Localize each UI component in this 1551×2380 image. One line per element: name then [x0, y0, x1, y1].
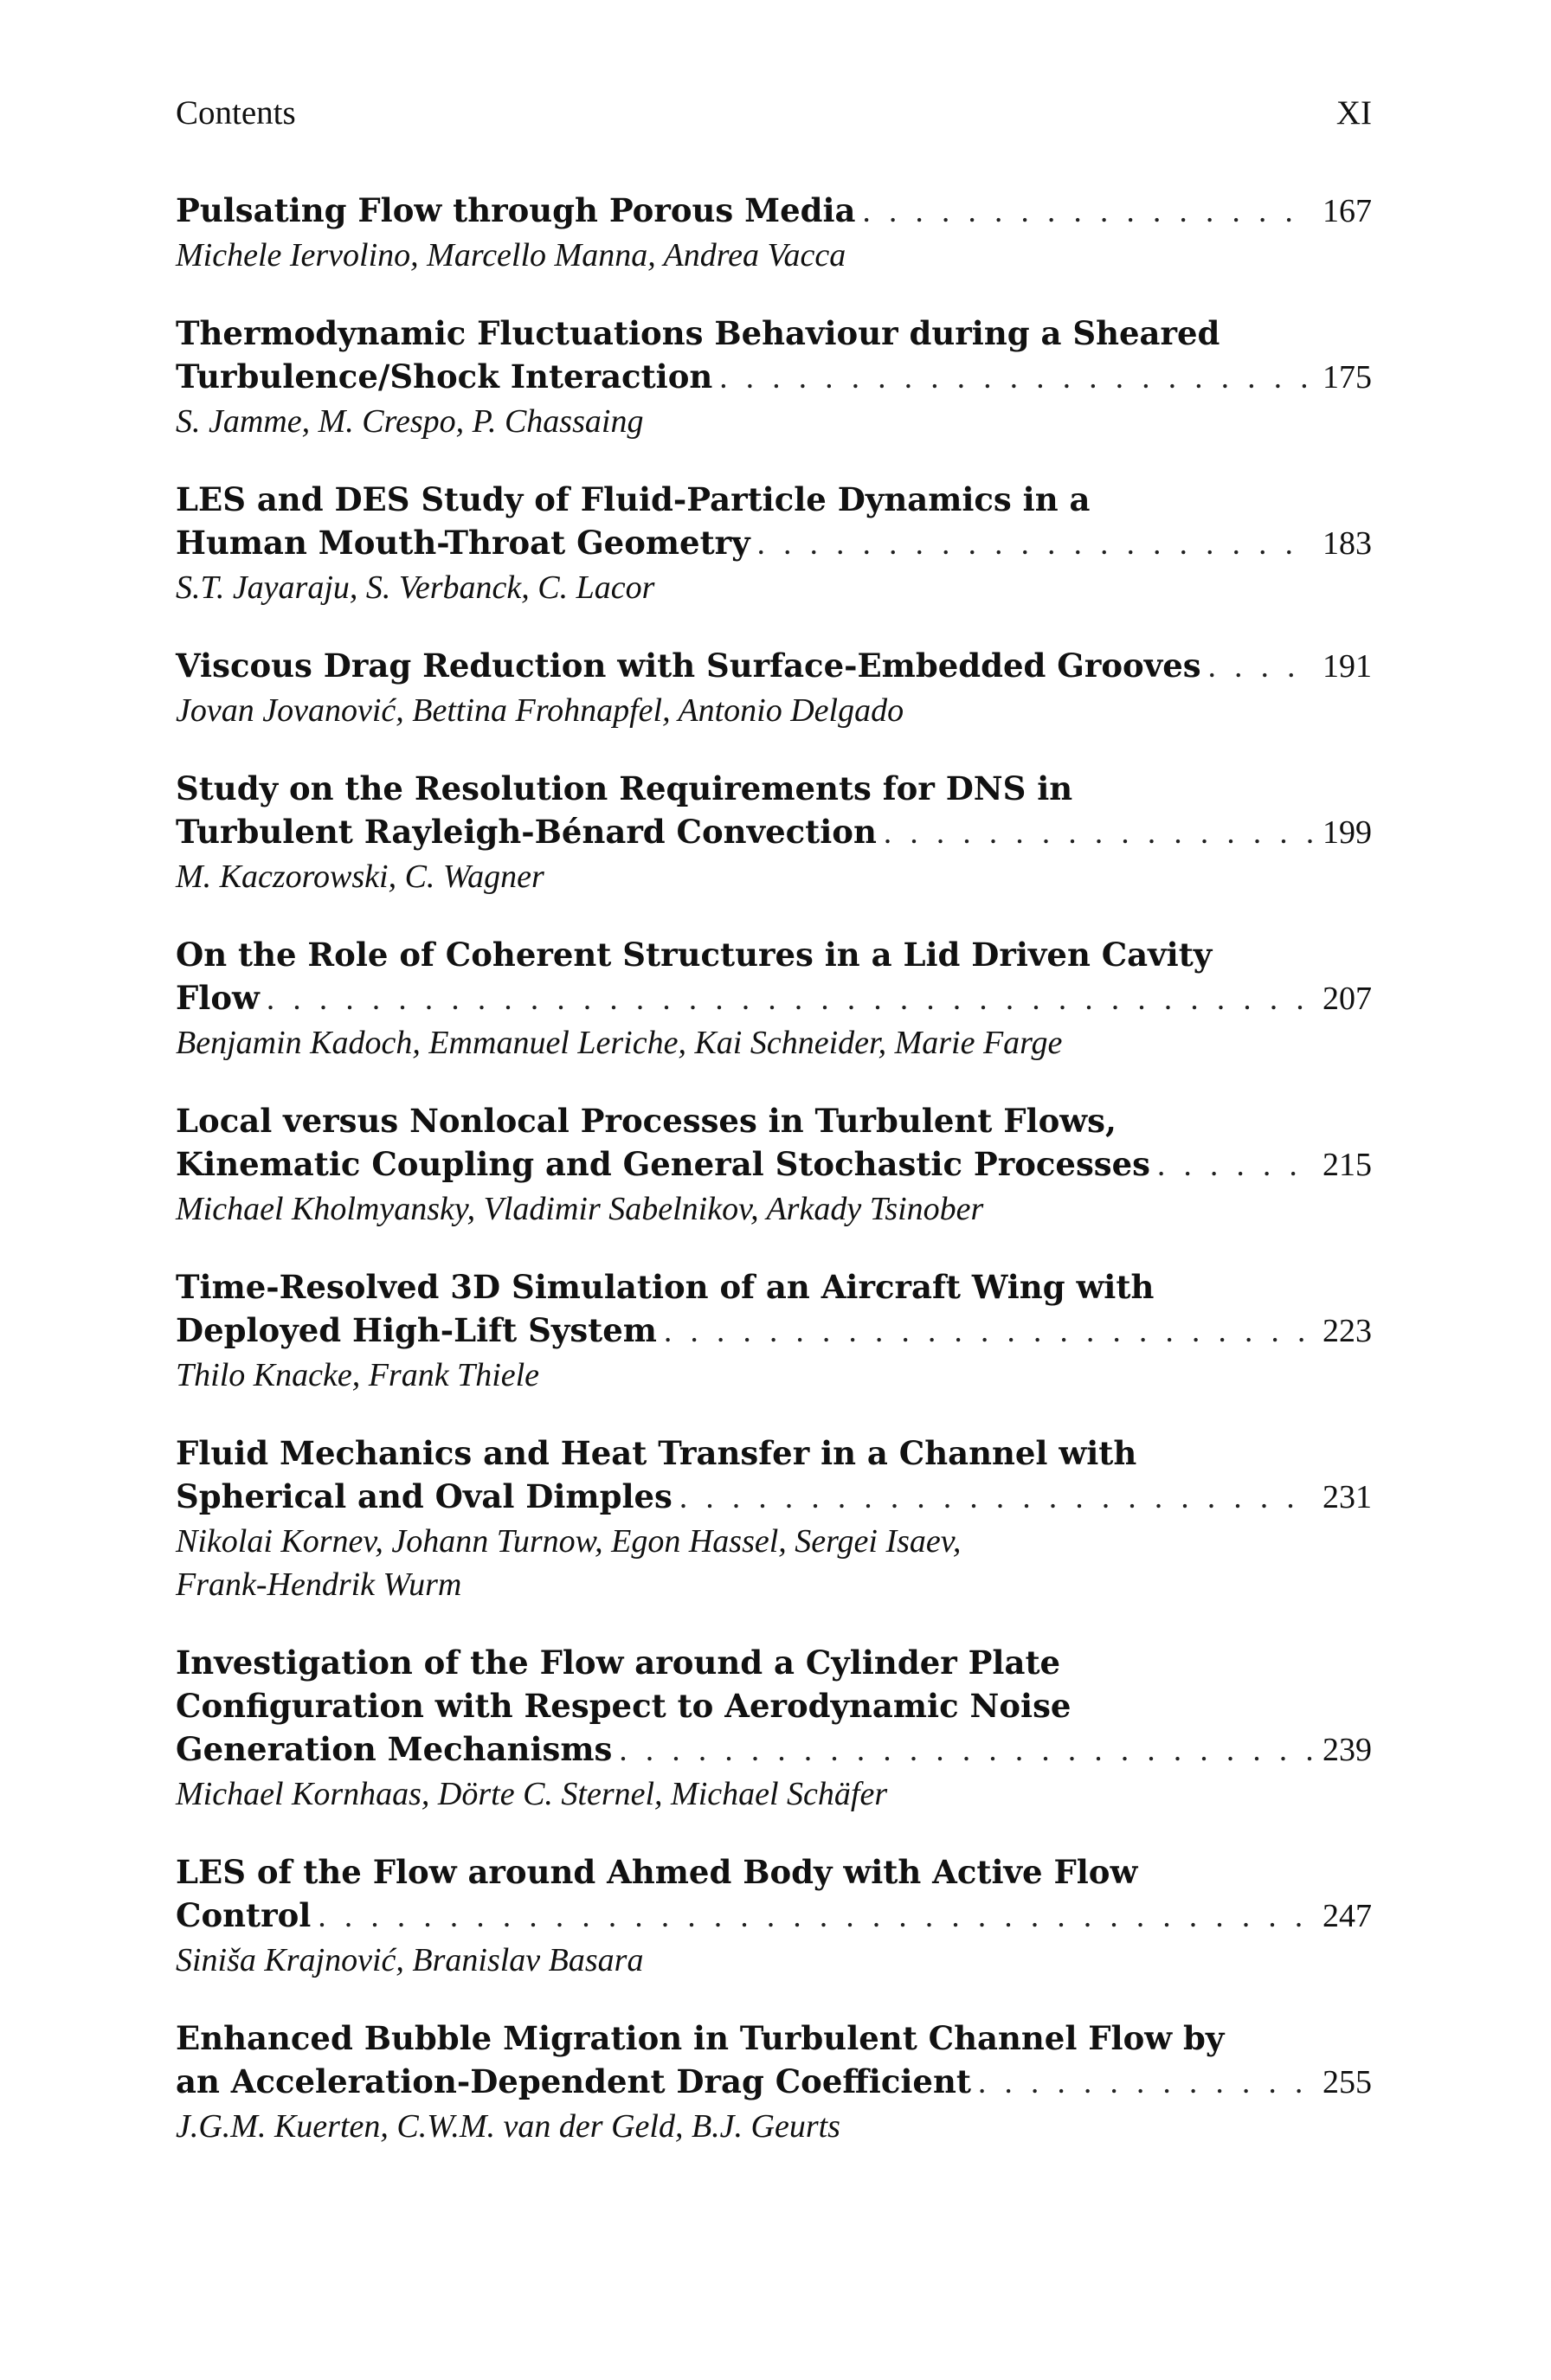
toc-entry-page-number: 183 — [1323, 525, 1372, 562]
toc-entry-title-final-line — [176, 2060, 1372, 2105]
toc-entry-title-line: Thermodynamic Fluctuations Behaviour during a Sheared — [176, 314, 1220, 352]
toc-entry — [176, 312, 1372, 443]
dot-leader — [679, 1476, 1312, 1520]
toc-entry-title-text: Control — [176, 1896, 312, 1934]
toc-entry-title-final-line — [176, 976, 1372, 1021]
toc-entry-title-line: Study on the Resolution Requirements for DNS in — [176, 769, 1073, 807]
toc-entry-page-number: 239 — [1323, 1732, 1372, 1768]
toc-entry-authors: Michael Kornhaas, Dörte C. Sternel, Michael Schäfer — [176, 1776, 888, 1812]
dot-leader — [267, 978, 1312, 1021]
toc-entry — [176, 2017, 1372, 2148]
dot-leader — [619, 1729, 1312, 1772]
dot-leader — [1157, 1144, 1312, 1187]
toc-entry-page-number: 199 — [1323, 814, 1372, 851]
toc-entry-page-number: 255 — [1323, 2064, 1372, 2100]
toc-entry-authors: Nikolai Kornev, Johann Turnow, Egon Hassel, Sergei Isaev, — [176, 1523, 962, 1560]
toc-entry-authors: S.T. Jayaraju, S. Verbanck, C. Lacor — [176, 569, 655, 606]
toc-entry-authors: Jovan Jovanović, Bettina Frohnapfel, Antonio Delgado — [176, 692, 904, 729]
running-head — [176, 93, 1372, 137]
toc-entry-title-final-line — [176, 1309, 1372, 1354]
toc-entry — [176, 767, 1372, 898]
toc-entry-page-number: 175 — [1323, 359, 1372, 396]
toc-entry-page-number: 207 — [1323, 981, 1372, 1017]
running-head-page-number: XI — [1335, 94, 1372, 132]
toc-entry-authors: Michele Iervolino, Marcello Manna, Andrea Vacca — [176, 237, 846, 273]
toc-entry-title-final-line — [176, 521, 1372, 566]
toc-entry-page-number: 231 — [1323, 1479, 1372, 1515]
toc-entry — [176, 1099, 1372, 1231]
toc-entry-authors: Frank-Hendrik Wurm — [176, 1566, 462, 1603]
toc-entry-title-final-line — [176, 1894, 1372, 1939]
toc-entry-title-final-line — [176, 355, 1372, 400]
dot-leader — [664, 1310, 1312, 1354]
toc-entry-title-final-line — [176, 189, 1372, 234]
toc-entry — [176, 189, 1372, 277]
toc-entry-title-line: LES of the Flow around Ahmed Body with Active Flow — [176, 1853, 1138, 1891]
toc-entry-authors: J.G.M. Kuerten, C.W.M. van der Geld, B.J. Geurts — [176, 2108, 840, 2145]
toc-entry-title-line: Time-Resolved 3D Simulation of an Aircraft Wing with — [176, 1268, 1155, 1306]
toc-entry-title-text: Turbulent Rayleigh-Bénard Convection — [176, 813, 877, 851]
toc-entry-title-text: Spherical and Oval Dimples — [176, 1477, 673, 1515]
toc-entry-page-number: 167 — [1323, 193, 1372, 229]
dot-leader — [863, 190, 1312, 234]
toc-entry-title-text: Human Mouth-Throat Geometry — [176, 524, 750, 562]
toc-entry-title-line: Configuration with Respect to Aerodynamic Noise — [176, 1687, 1072, 1725]
toc-entry — [176, 1431, 1372, 1606]
toc-entry-page-number: 247 — [1323, 1898, 1372, 1934]
toc-entry-title-text: Kinematic Coupling and General Stochastic Processes — [176, 1145, 1150, 1183]
toc-entry-title-line: Fluid Mechanics and Heat Transfer in a Channel with — [176, 1434, 1137, 1472]
toc-entry-authors: Michael Kholmyansky, Vladimir Sabelnikov, Arkady Tsinober — [176, 1191, 984, 1227]
toc-entry — [176, 478, 1372, 609]
toc-entry-title-text: Turbulence/Shock Interaction — [176, 357, 713, 396]
toc-entry-title-text: an Acceleration-Dependent Drag Coefficient — [176, 2062, 971, 2100]
toc-entry-authors: Siniša Krajnović, Branislav Basara — [176, 1942, 644, 1978]
toc-entry — [176, 1265, 1372, 1397]
toc-entry-page-number: 191 — [1323, 648, 1372, 685]
toc-entry — [176, 644, 1372, 732]
dot-leader — [978, 2062, 1312, 2105]
table-of-contents — [176, 189, 1372, 2183]
toc-entry-title-final-line — [176, 1142, 1372, 1187]
toc-entry — [176, 933, 1372, 1065]
dot-leader — [719, 357, 1312, 400]
dot-leader — [318, 1895, 1312, 1939]
dot-leader — [884, 812, 1312, 855]
toc-entry-authors: Benjamin Kadoch, Emmanuel Leriche, Kai Schneider, Marie Farge — [176, 1025, 1063, 1061]
toc-entry-title-final-line — [176, 644, 1372, 689]
toc-entry-title-line: Investigation of the Flow around a Cylinder Plate — [176, 1643, 1061, 1682]
toc-entry-title-text: Pulsating Flow through Porous Media — [176, 191, 856, 229]
toc-entry-authors: M. Kaczorowski, C. Wagner — [176, 859, 544, 895]
toc-entry-title-text: Viscous Drag Reduction with Surface-Embedded Grooves — [176, 646, 1201, 685]
toc-entry-title-final-line — [176, 1727, 1372, 1772]
dot-leader — [757, 523, 1312, 566]
toc-entry-title-line: Local versus Nonlocal Processes in Turbulent Flows, — [176, 1102, 1117, 1140]
toc-entry-title-final-line — [176, 810, 1372, 855]
dot-leader — [1208, 646, 1312, 689]
toc-entry — [176, 1641, 1372, 1816]
toc-entry-title-text: Generation Mechanisms — [176, 1730, 613, 1768]
toc-entry-title-text: Deployed High-Lift System — [176, 1311, 657, 1349]
toc-entry-page-number: 215 — [1323, 1147, 1372, 1183]
toc-entry-title-final-line — [176, 1475, 1372, 1520]
toc-entry-authors: Thilo Knacke, Frank Thiele — [176, 1357, 540, 1393]
toc-entry-title-line: On the Role of Coherent Structures in a Lid Driven Cavity — [176, 936, 1213, 974]
toc-entry-authors: S. Jamme, M. Crespo, P. Chassaing — [176, 403, 644, 440]
toc-entry-title-line: LES and DES Study of Fluid-Particle Dynamics in a — [176, 480, 1091, 518]
running-head-section: Contents — [176, 94, 296, 132]
toc-entry — [176, 1850, 1372, 1982]
toc-entry-page-number: 223 — [1323, 1313, 1372, 1349]
toc-entry-title-text: Flow — [176, 979, 260, 1017]
toc-entry-title-line: Enhanced Bubble Migration in Turbulent Channel Flow by — [176, 2019, 1225, 2057]
